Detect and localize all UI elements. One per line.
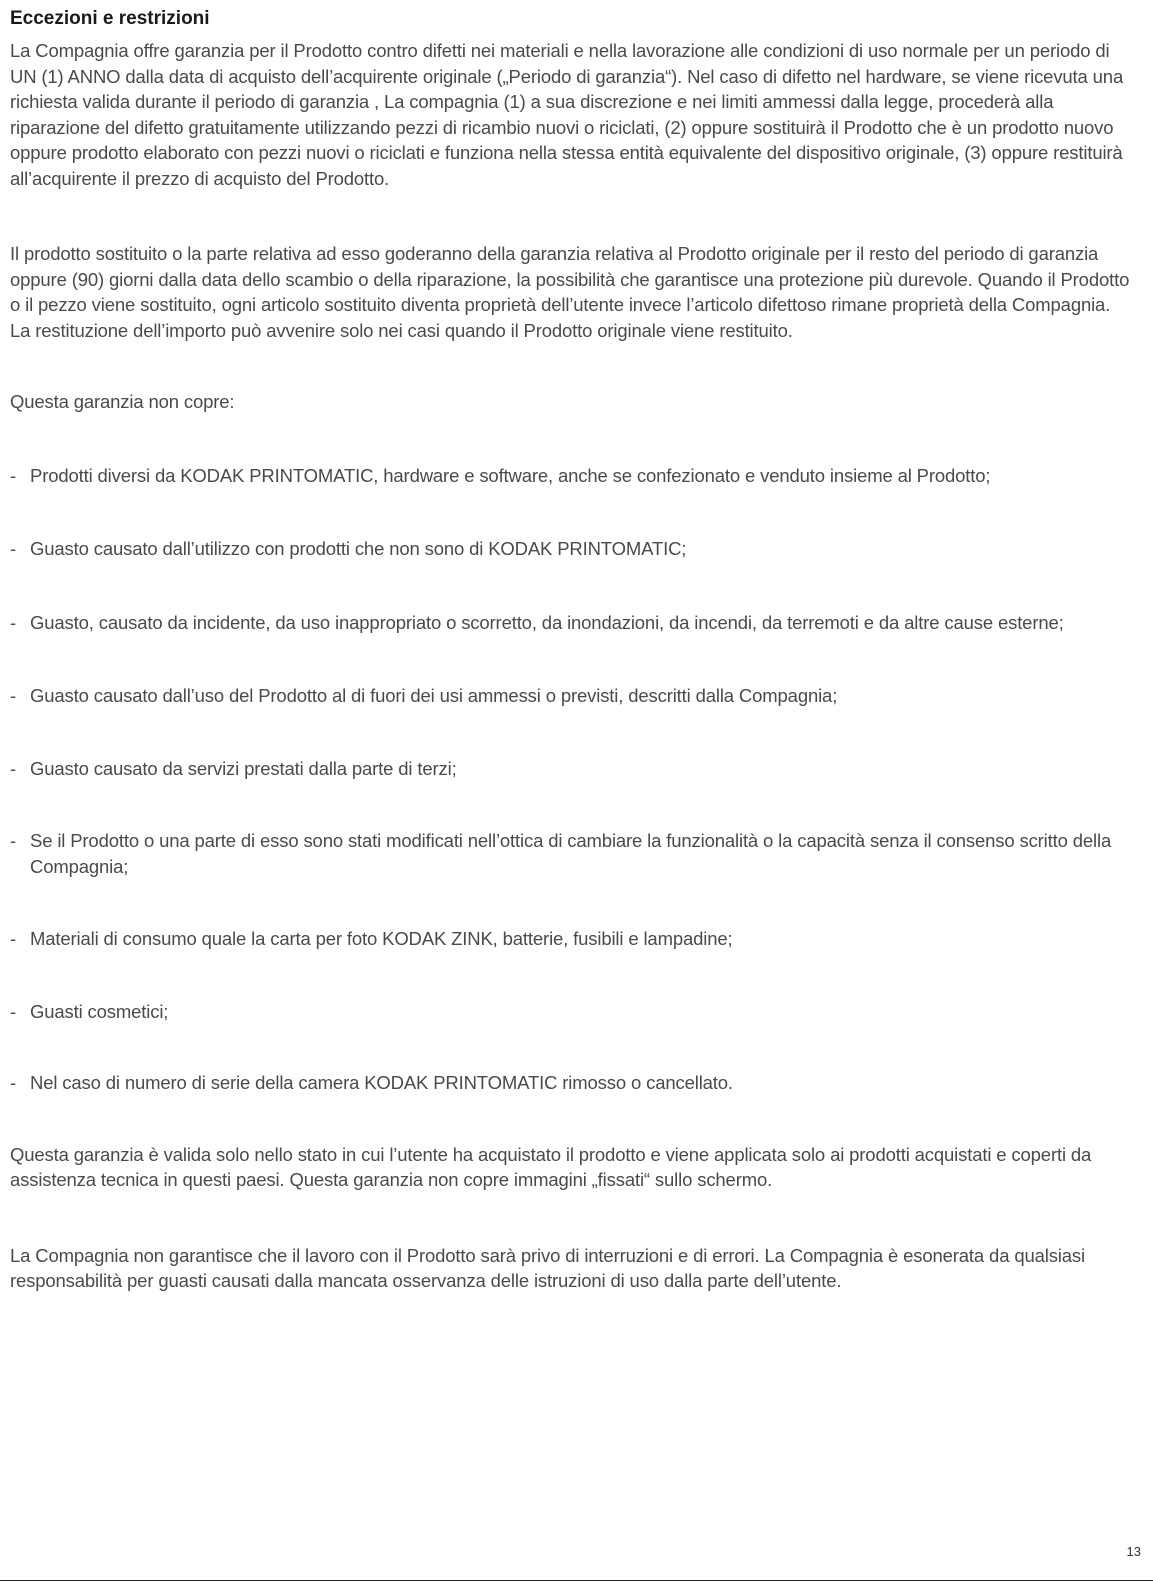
list-item-text: Prodotti diversi da KODAK PRINTOMATIC, hardware e software, anche se confezionato e venduto insieme al Prodotto; (30, 464, 991, 486)
list-item-text: Nel caso di numero di serie della camera KODAK PRINTOMATIC rimosso o cancellato. (30, 1072, 733, 1093)
list-item (10, 683, 1130, 709)
list-item-text: Guasto, causato da incidente, da uso inappropriato o scorretto, da inondazioni, da incendi, da terremoti e da altre cause esterne; (30, 611, 1064, 633)
exclusions-list (10, 463, 1130, 1096)
page-number: 13 (1126, 1544, 1141, 1559)
disclaimer-paragraph: La Compagnia non garantisce che il lavoro con il Prodotto sarà privo di interruzioni e di errori. La Compagnia è esonerata da qualsiasi responsabilità per guasti causati dalla mancata osservanza delle istruzioni di uso dalla parte dell’utente. (10, 1244, 1085, 1291)
list-item-text: Guasti cosmetici; (30, 1000, 169, 1022)
list-dash: - (10, 1000, 17, 1022)
list-item (10, 756, 1130, 782)
list-item-text: Se il Prodotto o una parte di esso sono stati modificati nell’ottica di cambiare la funzionalità o la capacità senza il consenso scritto della Compagnia; (30, 830, 1112, 877)
list-item-text: Guasto causato dall’uso del Prodotto al di fuori dei usi ammessi o previsti, descritti dalla Compagnia; (30, 685, 838, 706)
list-dash: - (10, 464, 17, 486)
list-dash: - (10, 757, 17, 779)
list-item (10, 828, 1130, 879)
footer-divider (0, 1580, 1153, 1581)
list-dash: - (10, 830, 17, 851)
list-item-text: Guasto causato da servizi prestati dalla parte di terzi; (30, 757, 457, 779)
section-title: Eccezioni e restrizioni (10, 8, 210, 29)
list-item (10, 999, 1130, 1025)
list-item (10, 463, 1130, 489)
list-dash: - (10, 611, 17, 633)
validity-paragraph: Questa garanzia è valida solo nello stato in cui l’utente ha acquistato il prodotto e viene applicata solo ai prodotti acquistati e coperti da assistenza tecnica in questi paesi. Questa garanzia non copre immagini „fissati“ sullo schermo. (10, 1143, 1092, 1190)
list-dash: - (10, 685, 17, 706)
list-dash: - (10, 538, 17, 559)
exclusions-lead: Questa garanzia non copre: (10, 391, 235, 412)
list-dash: - (10, 1072, 17, 1093)
list-item (10, 536, 1130, 562)
warranty-intro-paragraph: La Compagnia offre garanzia per il Prodotto contro difetti nei materiali e nella lavorazione alle condizioni di uso normale per un periodo di UN (1) ANNO dalla data di acquisto dell’acquirente originale („Periodo di garanzia“). Nel caso di difetto nel hardware, se viene ricevuta una richiesta valida durante il periodo di garanzia , La compagnia (1) a sua discrezione e nei limiti ammessi dalla legge, procederà alla riparazione del difetto gratuitamente utilizzando pezzi di ricambio nuovi o riciclati, (2) oppure sostituirà il Prodotto che è un prodotto nuovo oppure prodotto elaborato con pezzi nuovi o riciclati e funziona nella stessa entità equivalente del dispositivo originale, (3) oppure restituirà all’acquirente il prezzo di acquisto del Prodotto. (10, 40, 1124, 189)
list-dash: - (10, 928, 17, 949)
list-item-text: Guasto causato dall’utilizzo con prodotti che non sono di KODAK PRINTOMATIC; (30, 538, 687, 559)
list-item-text: Materiali di consumo quale la carta per foto KODAK ZINK, batterie, fusibili e lampadine; (30, 928, 733, 949)
list-item (10, 1070, 1130, 1096)
list-item (10, 926, 1130, 952)
document-page (10, 6, 1130, 1294)
list-item (10, 610, 1130, 636)
replacement-paragraph: Il prodotto sostituito o la parte relativa ad esso goderanno della garanzia relativa al Prodotto originale per il resto del periodo di garanzia oppure (90) giorni dalla data dello scambio o della riparazione, la possibilità che garantisce una protezione più durevole. Quando il Prodotto o il pezzo viene sostituito, ogni articolo sostituito diventa proprietà dell’utente invece l’articolo difettoso rimane proprietà della Compagnia. La restituzione dell’importo può avvenire solo nei casi quando il Prodotto originale viene restituito. (10, 243, 1130, 341)
